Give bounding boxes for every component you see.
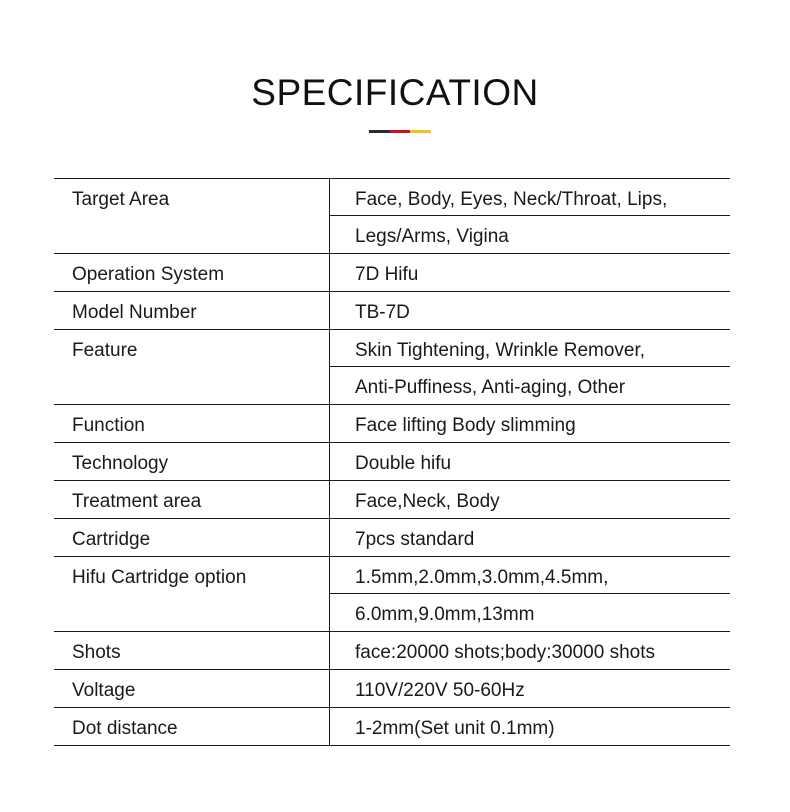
spec-label: Treatment area xyxy=(54,481,330,518)
spec-value: 7pcs standard xyxy=(355,529,475,550)
spec-values xyxy=(330,519,730,556)
spec-value: Skin Tightening, Wrinkle Remover, xyxy=(330,330,730,367)
spec-row xyxy=(54,443,730,481)
spec-row xyxy=(54,632,730,670)
spec-values xyxy=(330,670,730,707)
spec-value: Legs/Arms, Vigina xyxy=(355,226,509,247)
spec-row xyxy=(54,670,730,708)
spec-label: Technology xyxy=(54,443,330,480)
spec-value: 1.5mm,2.0mm,3.0mm,4.5mm, xyxy=(330,557,730,594)
spec-row xyxy=(54,708,730,746)
spec-row xyxy=(54,405,730,443)
spec-values xyxy=(330,708,730,745)
spec-values xyxy=(330,292,730,329)
spec-value: 1-2mm(Set unit 0.1mm) xyxy=(355,718,555,739)
spec-row xyxy=(54,292,730,330)
spec-value: Face, Body, Eyes, Neck/Throat, Lips, xyxy=(330,179,730,216)
spec-values xyxy=(330,632,730,669)
spec-table xyxy=(54,178,730,746)
spec-value: 7D Hifu xyxy=(355,264,419,285)
spec-row xyxy=(54,481,730,519)
spec-value: TB-7D xyxy=(355,302,410,323)
spec-row xyxy=(54,330,730,405)
accent-segment-yellow xyxy=(410,130,431,133)
spec-value: 6.0mm,9.0mm,13mm xyxy=(355,604,535,625)
spec-label: Shots xyxy=(54,632,330,669)
spec-label: Feature xyxy=(54,330,330,404)
spec-value: face:20000 shots;body:30000 shots xyxy=(355,642,656,663)
spec-label: Operation System xyxy=(54,254,330,291)
spec-values xyxy=(330,405,730,442)
spec-value: Face lifting Body slimming xyxy=(355,415,576,436)
spec-label: Hifu Cartridge option xyxy=(54,557,330,631)
spec-value: 110V/220V 50-60Hz xyxy=(355,680,525,701)
spec-label: Cartridge xyxy=(54,519,330,556)
spec-label: Function xyxy=(54,405,330,442)
spec-values xyxy=(330,443,730,480)
spec-row xyxy=(54,557,730,632)
spec-label: Voltage xyxy=(54,670,330,707)
accent-segment-red xyxy=(390,130,411,133)
spec-values xyxy=(330,330,730,404)
spec-value: Double hifu xyxy=(355,453,452,474)
title-accent-bar xyxy=(369,130,431,133)
spec-values xyxy=(330,254,730,291)
page-title: SPECIFICATION xyxy=(251,72,539,113)
spec-value: Anti-Puffiness, Anti-aging, Other xyxy=(355,377,626,398)
spec-row xyxy=(54,179,730,254)
accent-segment-dark xyxy=(369,130,390,133)
spec-values xyxy=(330,481,730,518)
spec-label: Dot distance xyxy=(54,708,330,745)
spec-values xyxy=(330,557,730,631)
spec-label: Target Area xyxy=(54,179,330,253)
spec-row xyxy=(54,519,730,557)
spec-value: Face,Neck, Body xyxy=(355,491,500,512)
spec-label: Model Number xyxy=(54,292,330,329)
spec-row xyxy=(54,254,730,292)
spec-values xyxy=(330,179,730,253)
